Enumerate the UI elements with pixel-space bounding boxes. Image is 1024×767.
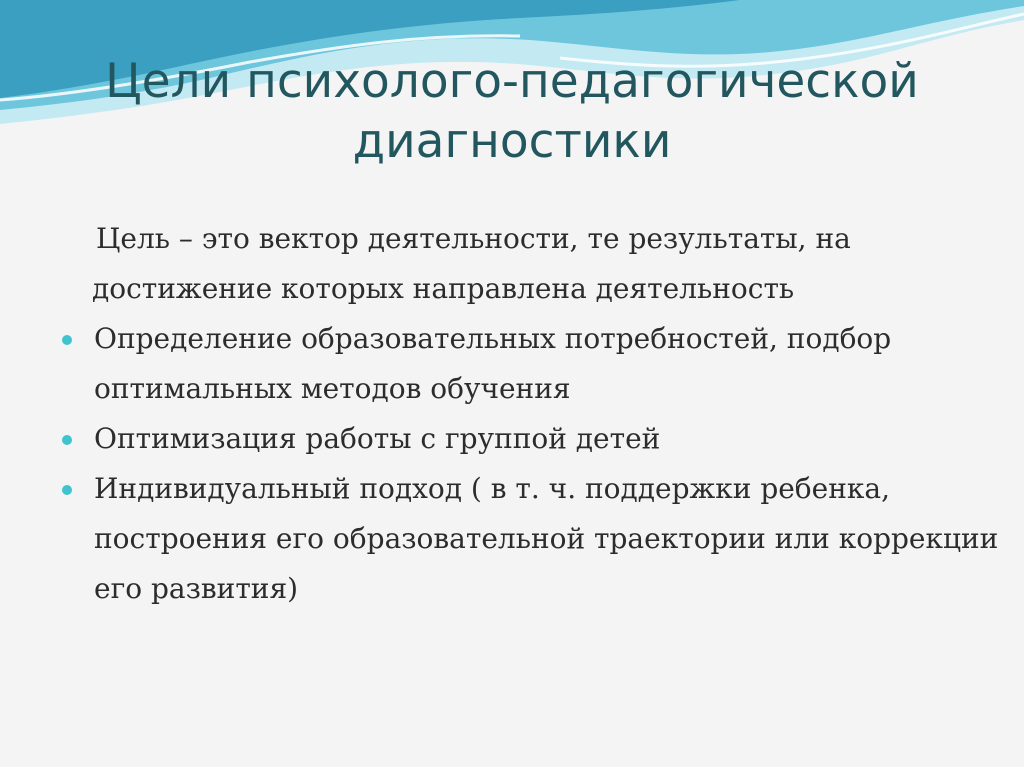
- slide-body: [58, 214, 1008, 614]
- intro-text: Цель – это вектор деятельности, те результаты, на достижение которых направлена деятельность: [92, 222, 851, 305]
- bullet-text-2: Оптимизация работы с группой детей: [94, 422, 661, 455]
- bullet-list: [58, 314, 1008, 614]
- bullet-text-1: Определение образовательных потребностей, подбор оптимальных методов обучения: [94, 322, 892, 405]
- round-bullet-icon: [62, 485, 72, 495]
- slide-title: Цели психолого-педагогической диагностики: [105, 54, 919, 169]
- bullet-text-3: Индивидуальный подход ( в т. ч. поддержки ребенка, построения его образовательной траектории или коррекции его развития): [94, 472, 999, 605]
- round-bullet-icon: [62, 435, 72, 445]
- bullet-item-3: [58, 464, 1008, 614]
- round-bullet-icon: [62, 335, 72, 345]
- bullet-item-1: [58, 314, 1008, 414]
- bullet-item-2: [58, 414, 1008, 464]
